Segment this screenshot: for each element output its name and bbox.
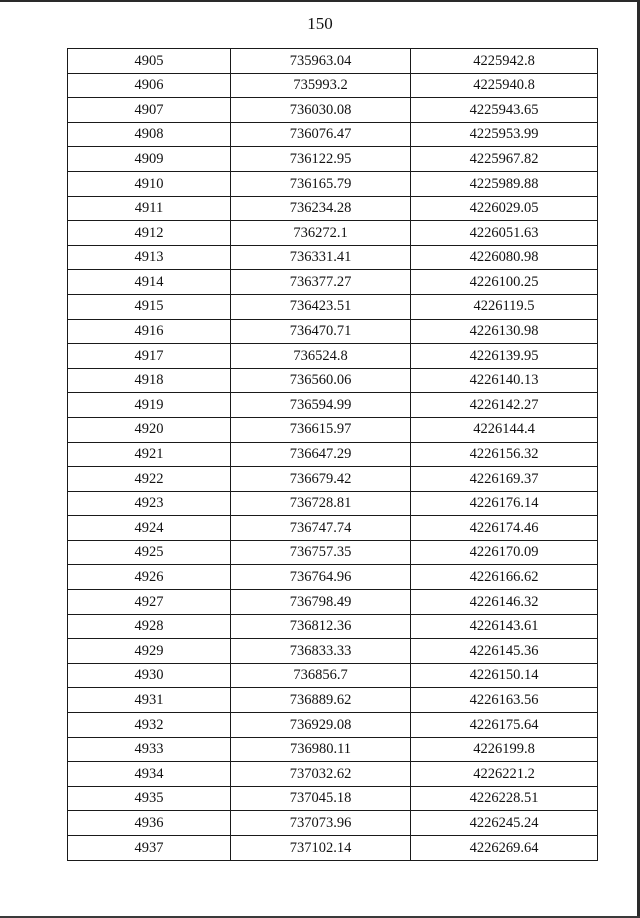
point-number-cell: 4919 — [68, 393, 231, 418]
table-row — [68, 171, 598, 196]
page-border-top — [0, 0, 640, 2]
table-row — [68, 122, 598, 147]
y-coordinate-cell: 4226029.05 — [411, 196, 598, 221]
point-number-cell: 4923 — [68, 491, 231, 516]
x-coordinate-cell: 736594.99 — [231, 393, 411, 418]
table-row — [68, 73, 598, 98]
x-coordinate-cell: 737102.14 — [231, 836, 411, 861]
y-coordinate-cell: 4226150.14 — [411, 663, 598, 688]
point-number-cell: 4908 — [68, 122, 231, 147]
y-coordinate-cell: 4225989.88 — [411, 171, 598, 196]
point-number-cell: 4937 — [68, 836, 231, 861]
x-coordinate-cell: 736331.41 — [231, 245, 411, 270]
y-coordinate-cell: 4226163.56 — [411, 688, 598, 713]
y-coordinate-cell: 4226169.37 — [411, 467, 598, 492]
table-row — [68, 762, 598, 787]
point-number-cell: 4924 — [68, 516, 231, 541]
table-row — [68, 442, 598, 467]
x-coordinate-cell: 737073.96 — [231, 811, 411, 836]
x-coordinate-cell: 736980.11 — [231, 737, 411, 762]
y-coordinate-cell: 4226176.14 — [411, 491, 598, 516]
x-coordinate-cell: 737032.62 — [231, 762, 411, 787]
point-number-cell: 4932 — [68, 713, 231, 738]
point-number-cell: 4934 — [68, 762, 231, 787]
table-row — [68, 836, 598, 861]
y-coordinate-cell: 4226175.64 — [411, 713, 598, 738]
y-coordinate-cell: 4226140.13 — [411, 368, 598, 393]
table-row — [68, 516, 598, 541]
table-row — [68, 467, 598, 492]
x-coordinate-cell: 736812.36 — [231, 614, 411, 639]
y-coordinate-cell: 4225940.8 — [411, 73, 598, 98]
point-number-cell: 4916 — [68, 319, 231, 344]
point-number-cell: 4922 — [68, 467, 231, 492]
x-coordinate-cell: 736234.28 — [231, 196, 411, 221]
point-number-cell: 4905 — [68, 49, 231, 74]
x-coordinate-cell: 736030.08 — [231, 98, 411, 123]
point-number-cell: 4912 — [68, 221, 231, 246]
x-coordinate-cell: 736747.74 — [231, 516, 411, 541]
table-row — [68, 417, 598, 442]
point-number-cell: 4917 — [68, 344, 231, 369]
y-coordinate-cell: 4226119.5 — [411, 294, 598, 319]
x-coordinate-cell: 736833.33 — [231, 639, 411, 664]
table-row — [68, 393, 598, 418]
y-coordinate-cell: 4225953.99 — [411, 122, 598, 147]
table-row — [68, 147, 598, 172]
x-coordinate-cell: 736728.81 — [231, 491, 411, 516]
y-coordinate-cell: 4226269.64 — [411, 836, 598, 861]
x-coordinate-cell: 736423.51 — [231, 294, 411, 319]
y-coordinate-cell: 4226145.36 — [411, 639, 598, 664]
y-coordinate-cell: 4226146.32 — [411, 590, 598, 615]
y-coordinate-cell: 4226166.62 — [411, 565, 598, 590]
y-coordinate-cell: 4226221.2 — [411, 762, 598, 787]
y-coordinate-cell: 4226245.24 — [411, 811, 598, 836]
y-coordinate-cell: 4226143.61 — [411, 614, 598, 639]
y-coordinate-cell: 4225942.8 — [411, 49, 598, 74]
y-coordinate-cell: 4226170.09 — [411, 540, 598, 565]
point-number-cell: 4927 — [68, 590, 231, 615]
y-coordinate-cell: 4225967.82 — [411, 147, 598, 172]
coordinates-table-body — [68, 49, 598, 861]
point-number-cell: 4929 — [68, 639, 231, 664]
x-coordinate-cell: 736615.97 — [231, 417, 411, 442]
point-number-cell: 4907 — [68, 98, 231, 123]
x-coordinate-cell: 736647.29 — [231, 442, 411, 467]
point-number-cell: 4914 — [68, 270, 231, 295]
x-coordinate-cell: 736272.1 — [231, 221, 411, 246]
point-number-cell: 4906 — [68, 73, 231, 98]
x-coordinate-cell: 736122.95 — [231, 147, 411, 172]
point-number-cell: 4911 — [68, 196, 231, 221]
y-coordinate-cell: 4226156.32 — [411, 442, 598, 467]
point-number-cell: 4926 — [68, 565, 231, 590]
x-coordinate-cell: 736470.71 — [231, 319, 411, 344]
y-coordinate-cell: 4226144.4 — [411, 417, 598, 442]
point-number-cell: 4918 — [68, 368, 231, 393]
x-coordinate-cell: 735993.2 — [231, 73, 411, 98]
point-number-cell: 4921 — [68, 442, 231, 467]
x-coordinate-cell: 736377.27 — [231, 270, 411, 295]
table-row — [68, 294, 598, 319]
x-coordinate-cell: 736076.47 — [231, 122, 411, 147]
point-number-cell: 4931 — [68, 688, 231, 713]
point-number-cell: 4933 — [68, 737, 231, 762]
point-number-cell: 4920 — [68, 417, 231, 442]
table-row — [68, 713, 598, 738]
table-row — [68, 590, 598, 615]
y-coordinate-cell: 4226051.63 — [411, 221, 598, 246]
x-coordinate-cell: 736929.08 — [231, 713, 411, 738]
page-number: 150 — [307, 14, 333, 33]
point-number-cell: 4928 — [68, 614, 231, 639]
table-row — [68, 811, 598, 836]
x-coordinate-cell: 736679.42 — [231, 467, 411, 492]
table-row — [68, 98, 598, 123]
table-row — [68, 368, 598, 393]
point-number-cell: 4909 — [68, 147, 231, 172]
table-row — [68, 245, 598, 270]
point-number-cell: 4910 — [68, 171, 231, 196]
x-coordinate-cell: 735963.04 — [231, 49, 411, 74]
table-row — [68, 688, 598, 713]
table-row — [68, 491, 598, 516]
x-coordinate-cell: 736165.79 — [231, 171, 411, 196]
table-row — [68, 614, 598, 639]
table-row — [68, 663, 598, 688]
table-row — [68, 270, 598, 295]
point-number-cell: 4915 — [68, 294, 231, 319]
table-row — [68, 319, 598, 344]
table-row — [68, 639, 598, 664]
x-coordinate-cell: 736798.49 — [231, 590, 411, 615]
table-row — [68, 196, 598, 221]
table-row — [68, 221, 598, 246]
y-coordinate-cell: 4225943.65 — [411, 98, 598, 123]
y-coordinate-cell: 4226130.98 — [411, 319, 598, 344]
point-number-cell: 4925 — [68, 540, 231, 565]
y-coordinate-cell: 4226142.27 — [411, 393, 598, 418]
point-number-cell: 4935 — [68, 786, 231, 811]
x-coordinate-cell: 736524.8 — [231, 344, 411, 369]
point-number-cell: 4936 — [68, 811, 231, 836]
x-coordinate-cell: 736856.7 — [231, 663, 411, 688]
y-coordinate-cell: 4226139.95 — [411, 344, 598, 369]
x-coordinate-cell: 736889.62 — [231, 688, 411, 713]
table-row — [68, 786, 598, 811]
y-coordinate-cell: 4226174.46 — [411, 516, 598, 541]
table-row — [68, 344, 598, 369]
x-coordinate-cell: 736764.96 — [231, 565, 411, 590]
point-number-cell: 4930 — [68, 663, 231, 688]
x-coordinate-cell: 737045.18 — [231, 786, 411, 811]
x-coordinate-cell: 736560.06 — [231, 368, 411, 393]
table-row — [68, 565, 598, 590]
y-coordinate-cell: 4226199.8 — [411, 737, 598, 762]
y-coordinate-cell: 4226080.98 — [411, 245, 598, 270]
table-row — [68, 540, 598, 565]
table-row — [68, 49, 598, 74]
y-coordinate-cell: 4226228.51 — [411, 786, 598, 811]
coordinates-table — [67, 48, 598, 861]
point-number-cell: 4913 — [68, 245, 231, 270]
y-coordinate-cell: 4226100.25 — [411, 270, 598, 295]
x-coordinate-cell: 736757.35 — [231, 540, 411, 565]
table-row — [68, 737, 598, 762]
